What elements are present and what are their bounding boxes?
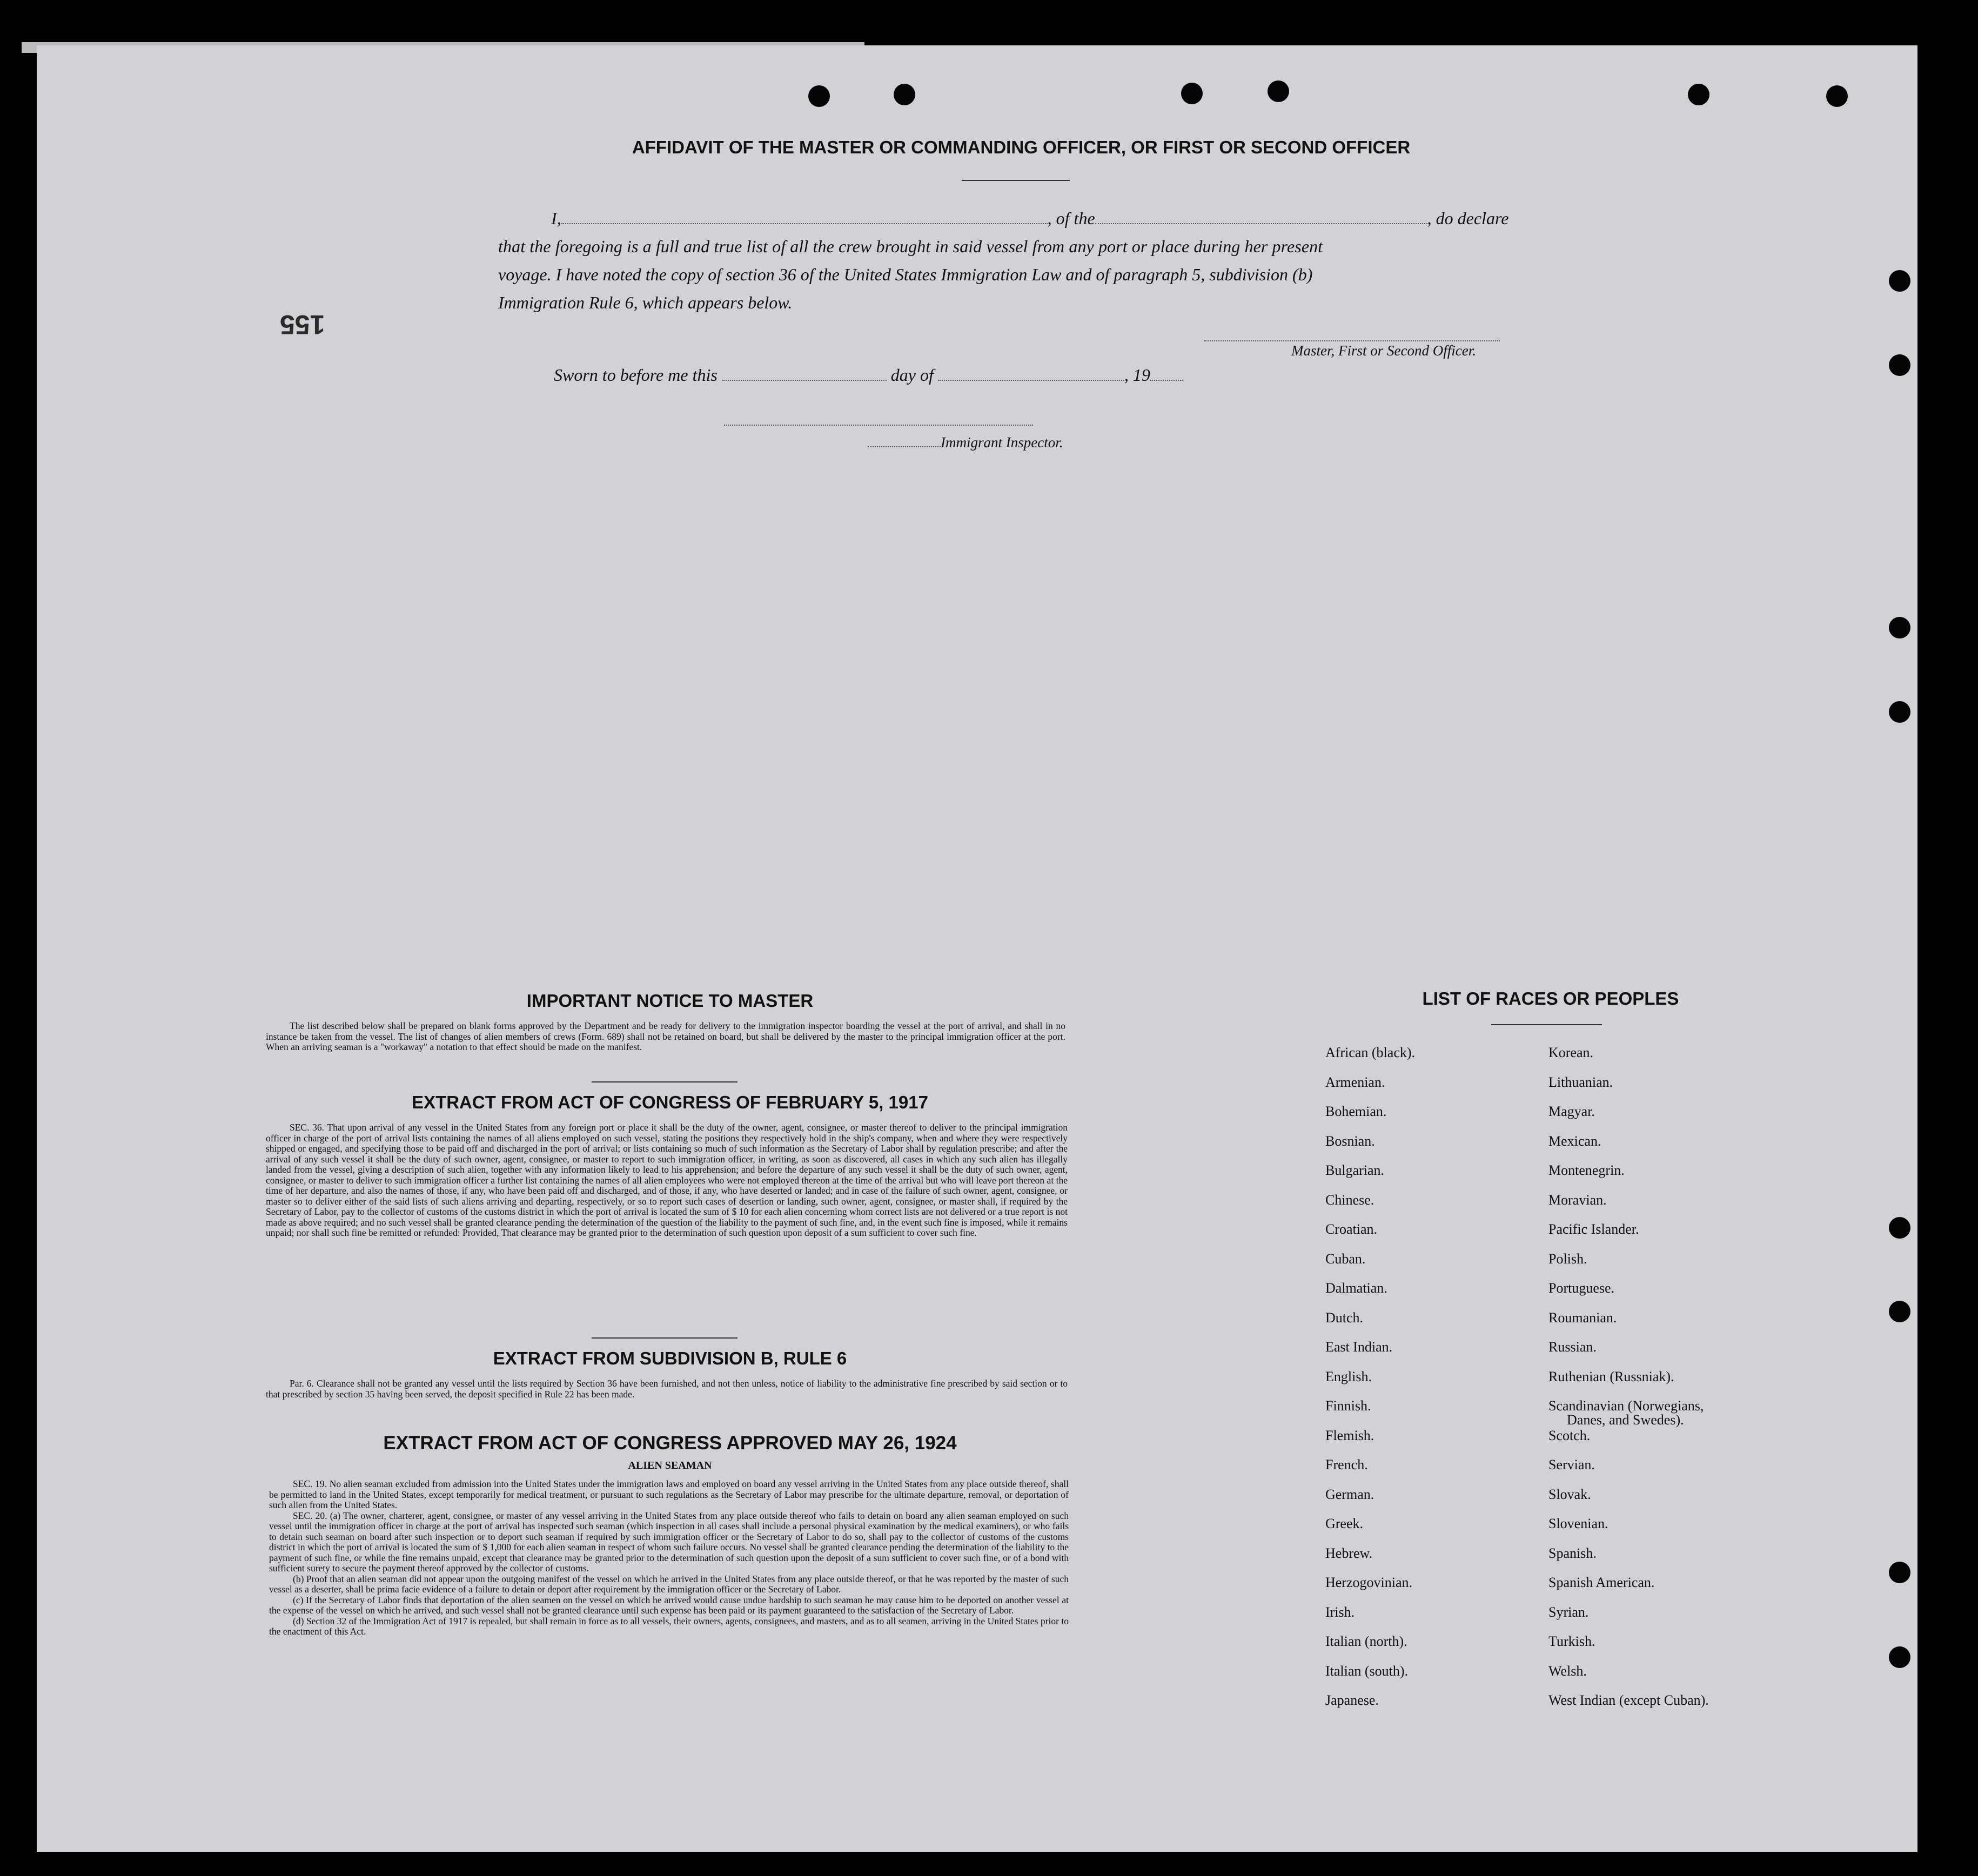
race-list-item: Spanish American. bbox=[1548, 1575, 1655, 1590]
affidavit-title: AFFIDAVIT OF THE MASTER OR COMMANDING OFFICER, OR FIRST OR SECOND OFFICER bbox=[632, 137, 1411, 157]
sec-20d-text: (d) Section 32 of the Immigration Act of 1917 is repealed, but shall remain in force as to all vessels, their owners, agents, consignees, and masters, and as to all seamen, arriving in the United States prior to the enactment of this Act. bbox=[269, 1615, 1069, 1637]
inspector-signature-line[interactable] bbox=[724, 425, 1033, 426]
inspector-line bbox=[868, 434, 1063, 451]
punch-hole bbox=[1889, 701, 1910, 723]
race-list-item: Italian (north). bbox=[1325, 1633, 1407, 1649]
punch-hole bbox=[1826, 85, 1848, 107]
sec-20a-text: SEC. 20. (a) The owner, charterer, agent, consignee, or master of any vessel arriving in the United States from any place outside thereof who fails to detain on board any alien seaman employed on such vessel until the immigration officer in charge at the port of arrival has inspected such seaman (which inspection in all cases shall include a personal physical examination by the medical examiners), or who fails to detain such seaman on board after such inspection or to deport such seaman if required by such immigration officer or the Secretary of Labor to do so, shall pay to the collector of customs of the customs district in which the port of arrival is located the sum of $ 1,000 for each alien seaman in respect of whom such failure occurs. No vessel shall be granted clearance pending the determination of the liability to the payment of such fine, or while the fine remains unpaid, except that clearance may be granted prior to the determination of such question upon the deposit of a sum sufficient to cover such fine, or of a bond with sufficient surety to secure the payment thereof approved by the collector of customs. bbox=[269, 1510, 1069, 1574]
race-list-item: English. bbox=[1325, 1368, 1372, 1384]
race-list-item: Finnish. bbox=[1325, 1398, 1371, 1414]
year-label: , 19 bbox=[1124, 365, 1150, 385]
day-blank[interactable] bbox=[722, 379, 887, 381]
race-list-item: Spanish. bbox=[1548, 1545, 1597, 1561]
race-list-item: Croatian. bbox=[1325, 1221, 1378, 1237]
punch-hole bbox=[894, 84, 915, 105]
races-title: LIST OF RACES OR PEOPLES bbox=[1422, 989, 1679, 1008]
race-list-item: Scotch. bbox=[1548, 1427, 1591, 1443]
race-list-item: Korean. bbox=[1548, 1045, 1594, 1060]
extract-1917-body bbox=[266, 1122, 1068, 1239]
i-label: I, bbox=[551, 209, 561, 228]
punch-hole bbox=[1889, 617, 1910, 638]
race-list-item: West Indian (except Cuban). bbox=[1548, 1692, 1709, 1708]
race-list-item: Dalmatian. bbox=[1325, 1280, 1387, 1296]
race-list-item: Montenegrin. bbox=[1548, 1162, 1625, 1178]
affidavit-line-2: that the foregoing is a full and true list of all the crew brought in said vessel from any port or place during her present bbox=[498, 237, 1323, 256]
race-list-item: Moravian. bbox=[1548, 1192, 1607, 1208]
punch-hole bbox=[1889, 1217, 1910, 1239]
vessel-blank[interactable] bbox=[1095, 223, 1427, 224]
race-list-item: Roumanian. bbox=[1548, 1309, 1617, 1326]
race-list-item: Bulgarian. bbox=[1325, 1162, 1385, 1178]
race-list-item: Slovak. bbox=[1548, 1486, 1591, 1502]
race-list-item: Scandinavian (Norwegians, bbox=[1548, 1398, 1704, 1414]
punch-hole bbox=[1889, 1562, 1910, 1583]
sworn-line bbox=[554, 365, 1183, 385]
day-of-label: day of bbox=[890, 365, 934, 385]
sec-19-text: SEC. 19. No alien seaman excluded from admission into the United States under the immigration laws and employed on board any vessel arriving in the United States from any place outside thereof, shall be permitted to land in the United States, except temporarily for medical treatment, or pursuant to such regulations as the Secretary of Labor may prescribe for the ultimate departure, removal, or deportation of such alien from the United States. bbox=[269, 1478, 1069, 1510]
punch-hole bbox=[1889, 1646, 1910, 1668]
races-left-column bbox=[1325, 1046, 1558, 1723]
races-right-column bbox=[1548, 1046, 1781, 1723]
notice-body bbox=[266, 1021, 1065, 1053]
affidavit-line-4: Immigration Rule 6, which appears below. bbox=[498, 293, 793, 312]
race-list-item: Bohemian. bbox=[1325, 1104, 1387, 1119]
race-list-item: Ruthenian (Russniak). bbox=[1548, 1368, 1674, 1384]
race-list-item: Lithuanian. bbox=[1548, 1074, 1613, 1090]
punch-hole bbox=[1889, 1301, 1910, 1322]
race-list-item: Italian (south). bbox=[1325, 1663, 1409, 1679]
year-blank[interactable] bbox=[1150, 379, 1183, 381]
sec-20b-text: (b) Proof that an alien seaman did not appear upon the outgoing manifest of the vessel on which he arrived in the United States from any place outside thereof, or that he was reported by the master of such vessel as a deserter, shall be prima facie evidence of a failure to detain or deport after requirement by the immigration officer or the Secretary of Labor. bbox=[269, 1573, 1069, 1595]
extract-1924-body bbox=[269, 1479, 1069, 1637]
race-list-item: Welsh. bbox=[1548, 1663, 1587, 1679]
race-list-item: Armenian. bbox=[1325, 1074, 1385, 1090]
name-blank[interactable] bbox=[561, 223, 1048, 224]
race-list-item: Flemish. bbox=[1325, 1427, 1374, 1443]
punch-hole bbox=[1268, 80, 1289, 102]
affidavit-line-3: voyage. I have noted the copy of section 36 of the United States Immigration Law and of paragraph 5, subdivision (b) bbox=[498, 265, 1313, 284]
extract-1924-subtitle: ALIEN SEAMAN bbox=[628, 1460, 712, 1471]
punch-hole bbox=[1889, 354, 1910, 376]
race-list-item: Hebrew. bbox=[1325, 1545, 1373, 1561]
month-blank[interactable] bbox=[938, 379, 1124, 381]
notice-text: The list described below shall be prepared on blank forms approved by the Department and be ready for delivery to the immigration inspector boarding the vessel at the port of arrival, and shall in no instance be taken from the vessel. The list of changes of alien members of crews (Form. 689) shall not be retained on board, but shall be delivered by the master to the principal immigration officer at the port. When an arriving seaman is a "workaway" a notation to that effect should be made on the manifest. bbox=[266, 1020, 1065, 1052]
inspector-blank[interactable] bbox=[868, 446, 941, 447]
race-list-item: Chinese. bbox=[1325, 1192, 1374, 1208]
sec-20c-text: (c) If the Secretary of Labor finds that deportation of the alien seamen on the vessel on which he arrived would cause undue hardship to such seaman he may cause him to be deported on another vessel at the expense of the vessel on which he arrived, and such vessel shall not be granted clearance until such expense has been paid or its payment guaranteed to the satisfaction of the Secretary of Labor. bbox=[269, 1594, 1069, 1616]
punch-hole bbox=[1688, 84, 1709, 105]
punch-hole bbox=[808, 85, 830, 107]
race-list-item: Herzogovinian. bbox=[1325, 1575, 1413, 1590]
race-list-item: Dutch. bbox=[1325, 1309, 1364, 1326]
extract-1917-title: EXTRACT FROM ACT OF CONGRESS OF FEBRUARY 5, 1917 bbox=[412, 1092, 928, 1112]
race-list-item: Bosnian. bbox=[1325, 1133, 1375, 1149]
master-signature-line[interactable] bbox=[1204, 340, 1500, 341]
race-list-item: Slovenian. bbox=[1548, 1516, 1608, 1531]
inspector-label: Immigrant Inspector. bbox=[941, 434, 1063, 450]
sec-36-text: SEC. 36. That upon arrival of any vessel in the United States from any foreign port or place it shall be the duty of the owner, agent, consignee, or master thereof to deliver to the principal immigration officer in charge of the port of arrival lists containing the names of all aliens employed on such vessel, stating the positions they respectively hold in the ship's company, when and where they were respectively shipped or engaged, and specifying those to be paid off and discharged in the port of arrival; or lists containing so much of such information as the Secretary of Labor shall by regulation prescribe; and after the arrival of any such vessel it shall be the duty of such owner, agent, consignee, or master to report to such immigration officer, in writing, as soon as discovered, all cases in which any such alien has illegally landed from the vessel, giving a description of such alien, together with any information likely to lead to his apprehension; and before the departure of any such vessel it shall be the duty of such owner, agent, consignee, or master to deliver to such immigration officer a further list containing the names of all alien employees who were not employed thereon at the time of the arrival but who will leave port thereon at the time of her departure, and also the names of those, if any, who have been paid off and discharged, and of those, if any, who have deserted or landed; and in case of the failure of such owner, agent, consignee, or master so to deliver either of the said lists of such aliens arriving and departing, respectively, or so to report such cases of desertion or landing, such owner, agent, consignee, or master shall, if required by the Secretary of Labor, pay to the collector of customs of the customs district in which the port of arrival is located the sum of $ 10 for each alien concerning whom correct lists are not delivered or a true report is not made as above required; and no such vessel shall be granted clearance pending the determination of the question of the liability to the payment of such fine, and, in the event such fine is imposed, while it remains unpaid; nor shall such fine be remitted or refunded: Provided, That clearance may be granted prior to the determination of such question upon deposit of a sum sufficient to cover such fine. bbox=[266, 1122, 1068, 1238]
stamped-page-number: 155 bbox=[280, 310, 325, 340]
extract-rule6-body bbox=[266, 1379, 1068, 1400]
race-list-item: Cuban. bbox=[1325, 1250, 1366, 1267]
race-list-item: Danes, and Swedes). bbox=[1567, 1412, 1684, 1428]
race-list-item: Portuguese. bbox=[1548, 1280, 1615, 1296]
race-list-item: Pacific Islander. bbox=[1548, 1221, 1639, 1237]
race-list-item: Polish. bbox=[1548, 1250, 1587, 1267]
race-list-item: African (black). bbox=[1325, 1045, 1416, 1060]
sworn-label: Sworn to before me this bbox=[554, 365, 718, 385]
race-list-item: Servian. bbox=[1548, 1457, 1595, 1472]
divider bbox=[592, 1081, 737, 1082]
race-list-item: Turkish. bbox=[1548, 1633, 1595, 1649]
par-6-text: Par. 6. Clearance shall not be granted any vessel until the lists required by Section 36 have been furnished, and not then unless, notice of liability to the administrative fine prescribed by said section or to that prescribed by section 35 having been served, the deposit specified in Rule 22 has been made. bbox=[266, 1378, 1068, 1400]
affidavit-line-1 bbox=[551, 209, 1508, 228]
do-declare-label: , do declare bbox=[1427, 209, 1509, 228]
notice-title: IMPORTANT NOTICE TO MASTER bbox=[526, 991, 814, 1011]
punch-hole bbox=[1181, 83, 1203, 104]
race-list-item: Mexican. bbox=[1548, 1133, 1601, 1149]
divider bbox=[1491, 1024, 1602, 1025]
race-list-item: Greek. bbox=[1325, 1516, 1364, 1531]
race-list-item: East Indian. bbox=[1325, 1339, 1393, 1355]
race-list-item: Irish. bbox=[1325, 1604, 1355, 1620]
extract-rule6-title: EXTRACT FROM SUBDIVISION B, RULE 6 bbox=[493, 1348, 847, 1368]
master-label: Master, First or Second Officer. bbox=[1291, 342, 1476, 359]
race-list-item: Japanese. bbox=[1325, 1692, 1379, 1708]
of-the-label: , of the bbox=[1047, 209, 1095, 228]
race-list-item: German. bbox=[1325, 1486, 1374, 1502]
race-list-item: Magyar. bbox=[1548, 1104, 1595, 1119]
punch-hole bbox=[1889, 270, 1910, 292]
race-list-item: French. bbox=[1325, 1457, 1368, 1472]
race-list-item: Russian. bbox=[1548, 1339, 1597, 1355]
extract-1924-title: EXTRACT FROM ACT OF CONGRESS APPROVED MAY 26, 1924 bbox=[383, 1433, 957, 1454]
divider bbox=[962, 180, 1070, 181]
divider bbox=[592, 1337, 737, 1339]
race-list-item: Syrian. bbox=[1548, 1604, 1589, 1620]
